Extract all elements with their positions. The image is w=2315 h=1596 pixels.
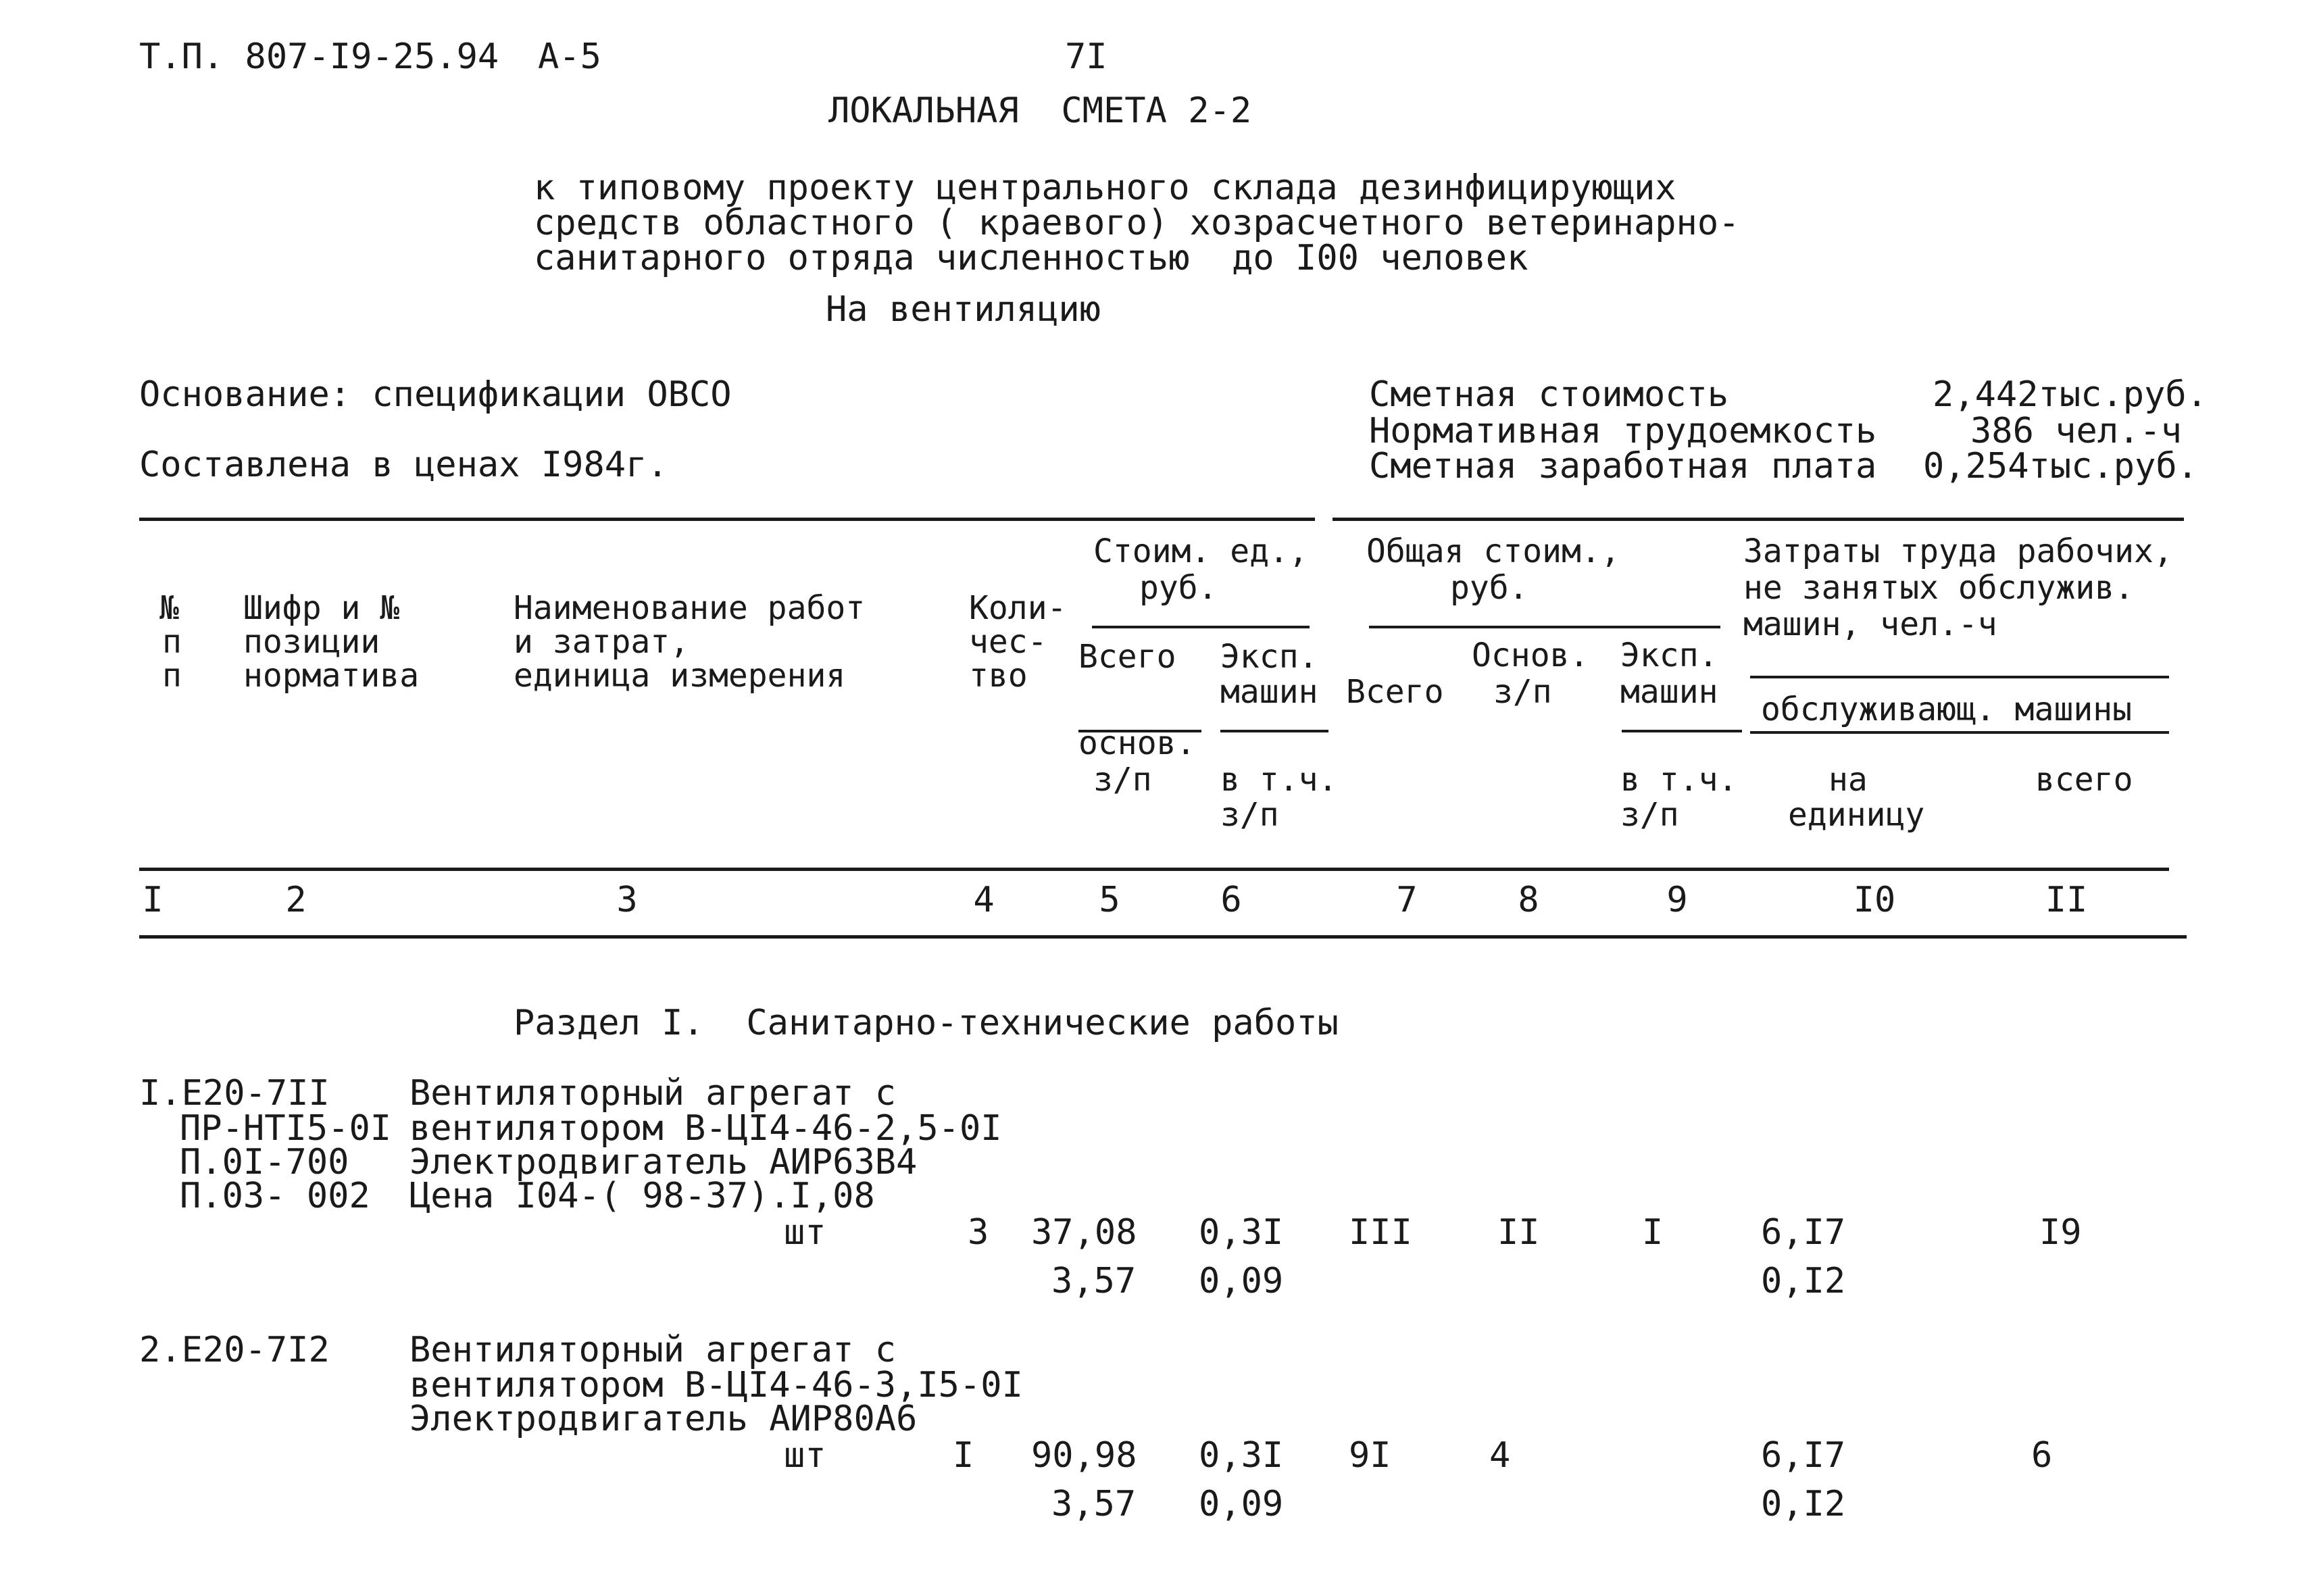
col-unit-total-header: Всего	[1078, 638, 1176, 676]
summary-value-wages: 0,254тыс.руб.	[1923, 446, 2198, 487]
row-total: III	[1349, 1212, 1412, 1253]
col-labor-total-header: всего	[2035, 761, 2133, 799]
col-total-machine-header-2: машин	[1620, 673, 1718, 711]
col-unit-machine-wages-header-1: в т.ч.	[1220, 761, 1338, 799]
col-total-machine-header-1: Эксп.	[1620, 637, 1718, 674]
header-bottom-rule	[139, 868, 2169, 871]
prices-line: Составлена в ценах I984г.	[139, 445, 668, 485]
row-total-wages: 4	[1489, 1435, 1511, 1476]
row-labor-per-unit: 6,I7	[1761, 1212, 1846, 1253]
unit-cost-group-header-2: руб.	[1139, 569, 1218, 607]
col-qty-header-2: чес-	[969, 623, 1047, 661]
total-machine-rule	[1622, 730, 1742, 732]
col-number-10: I0	[1853, 880, 1896, 920]
col-no-header-2: п	[162, 623, 182, 661]
labor-group-header-2: не занятых обслужив.	[1743, 569, 2134, 607]
col-labor-per-unit-header-1: на	[1828, 761, 1868, 799]
col-number-2: 2	[285, 880, 307, 920]
row-labor-total: 6	[2031, 1435, 2053, 1476]
row-labor-per-unit-2: 0,I2	[1761, 1484, 1846, 1524]
col-name-header-3: единица измерения	[514, 657, 846, 695]
unit-machine-rule	[1220, 730, 1328, 732]
col-total-machine-wages-header-1: в т.ч.	[1620, 761, 1738, 799]
header-top-rule-left	[139, 518, 1315, 521]
row-labor-per-unit: 6,I7	[1761, 1435, 1846, 1476]
summary-value-cost: 2,442тыс.руб.	[1933, 374, 2208, 415]
row-unit: шт	[784, 1212, 826, 1253]
col-code-header-3: норматива	[243, 657, 420, 695]
row-total: 9I	[1349, 1435, 1391, 1476]
summary-label-cost: Сметная стоимость	[1369, 374, 1729, 415]
row-labor-per-unit-2: 0,I2	[1761, 1261, 1846, 1301]
row-unit-wages: 3,57	[1051, 1261, 1137, 1301]
col-number-3: 3	[616, 880, 638, 920]
summary-label-labor: Нормативная трудоемкость	[1369, 411, 1877, 451]
row-code-line: П.0I-700	[180, 1142, 349, 1182]
basis-line: Основание: спецификации ОВСО	[139, 374, 732, 415]
col-total-total-header: Всего	[1346, 673, 1444, 711]
row-labor-total: I9	[2039, 1212, 2082, 1253]
document-title: ЛОКАЛЬНАЯ СМЕТА 2-2	[828, 91, 1252, 131]
labor-rule	[1750, 676, 2169, 678]
row-total-wages: II	[1497, 1212, 1540, 1253]
col-no-header-3: п	[162, 657, 182, 695]
album-code: А-5	[538, 36, 601, 77]
subtitle-line-3: санитарного отряда численностью до I00 человек	[534, 238, 1528, 278]
labor-group-header-3: машин, чел.-ч	[1743, 605, 1997, 643]
row-code-line: I.Е20-7II	[139, 1073, 330, 1114]
row-unit: шт	[784, 1435, 826, 1476]
labor-group-header-1: Затраты труда рабочих,	[1743, 532, 2173, 570]
row-unit-total: 37,08	[1031, 1212, 1137, 1253]
col-name-header-2: и затрат,	[514, 623, 690, 661]
row-desc-line: Цена I04-( 98-37).I,08	[409, 1176, 875, 1216]
row-desc-line: вентилятором В-ЦI4-46-3,I5-0I	[409, 1365, 1023, 1405]
col-number-11: II	[2045, 880, 2088, 920]
col-code-header-2: позиции	[243, 623, 380, 661]
col-number-4: 4	[973, 880, 995, 920]
row-unit-machine-wages: 0,09	[1199, 1261, 1284, 1301]
col-unit-wages-header-1: основ.	[1078, 724, 1196, 762]
col-number-1: I	[142, 880, 164, 920]
col-unit-wages-header-2: з/п	[1093, 761, 1152, 799]
page-number: 7I	[1065, 36, 1107, 77]
labor-sub-header: обслуживающ. машины	[1761, 691, 2133, 728]
col-qty-header-3: тво	[969, 657, 1028, 695]
labor-sub-rule	[1750, 731, 2169, 734]
row-code-line: 2.Е20-7I2	[139, 1330, 330, 1370]
unit-cost-rule	[1092, 626, 1310, 628]
col-total-wages-header-2: з/п	[1493, 673, 1552, 711]
row-unit-total: 90,98	[1031, 1435, 1137, 1476]
col-number-5: 5	[1099, 880, 1120, 920]
summary-value-labor: 386 чел.-ч	[1970, 411, 2183, 451]
col-number-6: 6	[1220, 880, 1242, 920]
row-unit-machine: 0,3I	[1199, 1212, 1284, 1253]
unit-cost-group-header-1: Стоим. ед.,	[1093, 532, 1308, 570]
document-code: Т.П. 807-I9-25.94	[139, 36, 499, 77]
col-unit-machine-header-1: Эксп.	[1220, 638, 1318, 676]
col-total-machine-wages-header-2: з/п	[1620, 796, 1679, 834]
col-labor-per-unit-header-2: единицу	[1788, 796, 1925, 834]
header-top-rule-right	[1333, 518, 2184, 521]
summary-label-wages: Сметная заработная плата	[1369, 446, 1877, 487]
row-total-machine: I	[1642, 1212, 1664, 1253]
row-desc-line: Электродвигатель АИР63В4	[409, 1142, 918, 1182]
row-desc-line: Вентиляторный агрегат с	[409, 1330, 897, 1370]
purpose-line: На вентиляцию	[826, 289, 1101, 330]
col-number-8: 8	[1518, 880, 1539, 920]
row-unit-machine: 0,3I	[1199, 1435, 1284, 1476]
row-unit-wages: 3,57	[1051, 1484, 1137, 1524]
row-desc-line: Вентиляторный агрегат с	[409, 1073, 897, 1114]
numbers-bottom-rule	[139, 935, 2187, 939]
row-qty: 3	[968, 1212, 989, 1253]
subtitle-line-2: средств областного ( краевого) хозрасчетного ветеринарно-	[534, 203, 1740, 243]
col-number-9: 9	[1666, 880, 1688, 920]
total-cost-group-header-2: руб.	[1450, 569, 1528, 607]
row-qty: I	[953, 1435, 974, 1476]
col-code-header-1: Шифр и №	[243, 589, 400, 627]
col-unit-machine-wages-header-2: з/п	[1220, 796, 1279, 834]
row-unit-machine-wages: 0,09	[1199, 1484, 1284, 1524]
total-cost-rule	[1369, 626, 1720, 628]
col-number-7: 7	[1396, 880, 1418, 920]
col-no-header-1: №	[159, 589, 179, 627]
row-desc-line: вентилятором В-ЦI4-46-2,5-0I	[409, 1108, 1002, 1149]
section-heading: Раздел I. Санитарно-технические работы	[514, 1003, 1339, 1043]
col-name-header-1: Наименование работ	[514, 589, 866, 627]
row-code-line: ПР-НТI5-0I	[180, 1108, 392, 1149]
row-desc-line: Электродвигатель АИР80А6	[409, 1399, 918, 1439]
total-cost-group-header-1: Общая стоим.,	[1366, 532, 1620, 570]
subtitle-line-1: к типовому проекту центрального склада дезинфицирующих	[534, 168, 1676, 208]
row-code-line: П.03- 002	[180, 1176, 370, 1216]
col-unit-machine-header-2: машин	[1220, 673, 1318, 711]
col-total-wages-header-1: Основ.	[1472, 637, 1589, 674]
col-qty-header-1: Коли-	[969, 589, 1067, 627]
